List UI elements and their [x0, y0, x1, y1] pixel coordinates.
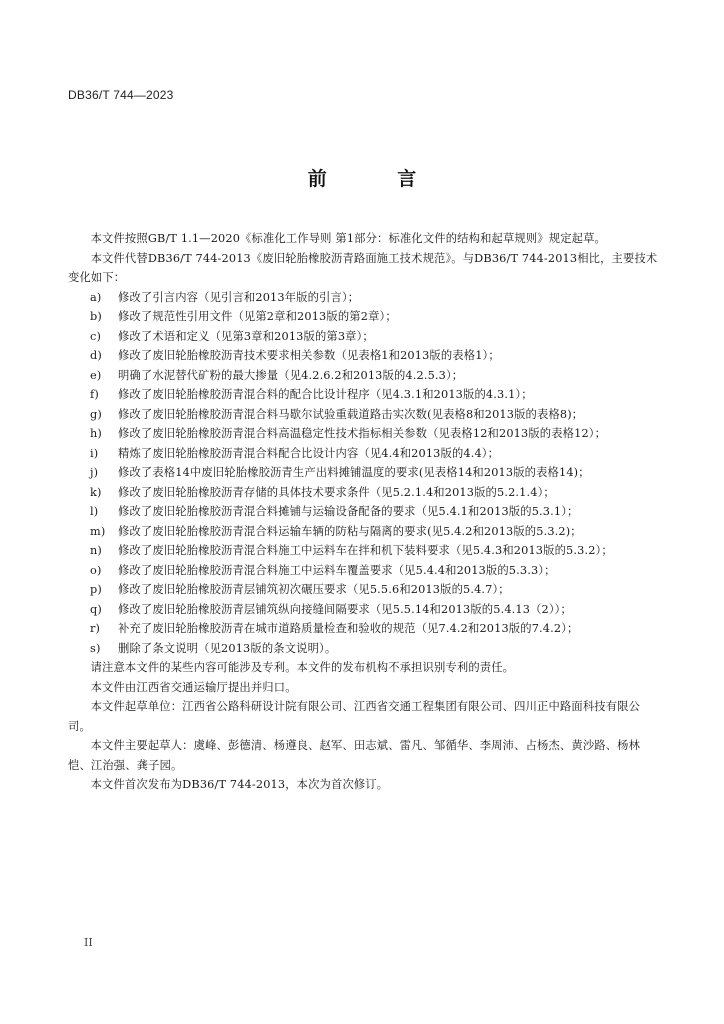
list-marker: p) — [90, 583, 102, 596]
list-item — [68, 463, 660, 483]
list-item-text: 修改了术语和定义（见第3章和2013版的第3章）； — [118, 329, 374, 343]
list-item — [68, 561, 660, 581]
list-item — [68, 405, 660, 425]
list-marker: l) — [90, 505, 99, 518]
change-list — [68, 288, 660, 659]
list-item-text: 精炼了废旧轮胎橡胶沥青混合料配合比设计内容（见4.4和2013版的4.4）； — [118, 446, 500, 460]
list-marker: k) — [90, 485, 102, 499]
list-item-text: 删除了条文说明（见2013版的条文说明）。 — [118, 641, 337, 655]
list-marker: c) — [90, 329, 102, 343]
list-item-text: 修改了引言内容（见引言和2013年版的引言）； — [118, 290, 360, 304]
list-marker: a) — [90, 290, 102, 304]
list-item-text: 修改了废旧轮胎橡胶沥青混合料马歇尔试验重载道路击实次数(见表格8和2013版的表格8)； — [118, 407, 584, 421]
list-item — [68, 366, 660, 386]
list-marker: s) — [90, 641, 101, 655]
list-marker: d) — [90, 349, 102, 362]
drafters: 本文件主要起草人：虞峰、彭德清、杨遵良、赵军、田志斌、雷凡、邹循华、李周沛、占杨杰、黄沙路、杨林恺、江治强、龚子园。 — [68, 739, 641, 772]
list-marker: e) — [90, 368, 102, 382]
list-item — [68, 327, 660, 347]
list-item-text: 明确了水泥替代矿粉的最大掺量（见4.2.6.2和2013版的4.2.5.3）； — [118, 368, 464, 382]
intro-paragraph: 本文件代替DB36/T 744-2013《废旧轮胎橡胶沥青路面施工技术规范》。与DB36/T 744-2013相比，主要技术变化如下： — [68, 251, 658, 284]
list-marker: h) — [90, 427, 102, 440]
list-item-text: 修改了废旧轮胎橡胶沥青混合料的配合比设计程序（见4.3.1和2013版的4.3.1）； — [118, 388, 533, 401]
list-item-text: 修改了表格14中废旧轮胎橡胶沥青生产出料摊铺温度的要求(见表格14和2013版的表格14)； — [118, 466, 590, 479]
intro-paragraph: 本文件按照GB/T 1.1—2020《标准化工作导则 第1部分：标准化文件的结构和起草规则》规定起草。 — [90, 232, 606, 245]
list-marker: g) — [90, 407, 102, 421]
list-item — [68, 639, 660, 659]
list-item — [68, 346, 660, 366]
list-item — [68, 619, 660, 639]
list-marker: j) — [90, 466, 99, 479]
list-marker: o) — [90, 563, 102, 577]
list-item — [68, 522, 660, 542]
list-item-text: 修改了废旧轮胎橡胶沥青存储的具体技术要求条件（见5.2.1.4和2013版的5.2.1.4）； — [118, 485, 555, 499]
list-item — [68, 307, 660, 327]
foreword-body — [68, 229, 660, 795]
document-code: DB36/T 744—2023 — [68, 88, 174, 102]
list-item — [68, 580, 660, 600]
list-item — [68, 502, 660, 522]
list-item — [68, 288, 660, 308]
page-number: II — [84, 936, 93, 949]
list-marker: q) — [90, 602, 102, 616]
list-item — [68, 483, 660, 503]
list-item — [68, 444, 660, 464]
list-item-text: 修改了废旧轮胎橡胶沥青混合料高温稳定性技术指标相关参数（见表格12和2013版的表格12）； — [118, 427, 607, 440]
publication-history: 本文件首次发布为DB36/T 744-2013，本次为首次修订。 — [90, 778, 389, 791]
list-marker: i) — [90, 446, 99, 460]
list-item — [68, 600, 660, 620]
patent-notice: 请注意本文件的某些内容可能涉及专利。本文件的发布机构不承担识别专利的责任。 — [90, 661, 515, 674]
list-item-text: 修改了废旧轮胎橡胶沥青技术要求相关参数（见表格1和2013版的表格1）； — [118, 349, 500, 362]
list-item-text: 修改了废旧轮胎橡胶沥青层铺筑纵向接缝间隔要求（见5.5.14和2013版的5.4.13（2））； — [118, 602, 572, 616]
list-item-text: 修改了废旧轮胎橡胶沥青层铺筑初次碾压要求（见5.5.6和2013版的5.4.7）； — [118, 583, 510, 596]
list-item — [68, 385, 660, 405]
list-marker: r) — [90, 622, 101, 635]
list-item-text: 修改了废旧轮胎橡胶沥青混合料施工中运料车在拌和机下装料要求（见5.4.3和2013版的5.3.2）； — [118, 544, 613, 557]
list-item — [68, 541, 660, 561]
list-marker: b) — [90, 310, 102, 323]
list-marker: m) — [90, 524, 106, 538]
list-item-text: 补充了废旧轮胎橡胶沥青在城市道路质量检查和验收的规范（见7.4.2和2013版的7.4.2）； — [118, 622, 579, 635]
list-item — [68, 424, 660, 444]
list-item-text: 修改了废旧轮胎橡胶沥青混合料运输车辆的防粘与隔离的要求(见5.4.2和2013版的5.3.2)； — [118, 524, 582, 538]
list-item-text: 修改了规范性引用文件（见第2章和2013版的第2章）； — [118, 310, 397, 323]
list-item-text: 修改了废旧轮胎橡胶沥青混合料施工中运料车覆盖要求（见5.4.4和2013版的5.3.3）； — [118, 563, 556, 577]
drafting-units: 本文件起草单位：江西省公路科研设计院有限公司、江西省交通工程集团有限公司、四川正中路面科技有限公司。 — [68, 700, 641, 733]
proposer-statement: 本文件由江西省交通运输厅提出并归口。 — [90, 680, 297, 694]
page-title: 前 言 — [307, 168, 449, 190]
list-marker: f) — [90, 388, 99, 401]
list-item-text: 修改了废旧轮胎橡胶沥青混合料摊铺与运输设备配备的要求（见5.4.1和2013版的5.3.1）； — [118, 505, 579, 518]
list-marker: n) — [90, 544, 102, 557]
